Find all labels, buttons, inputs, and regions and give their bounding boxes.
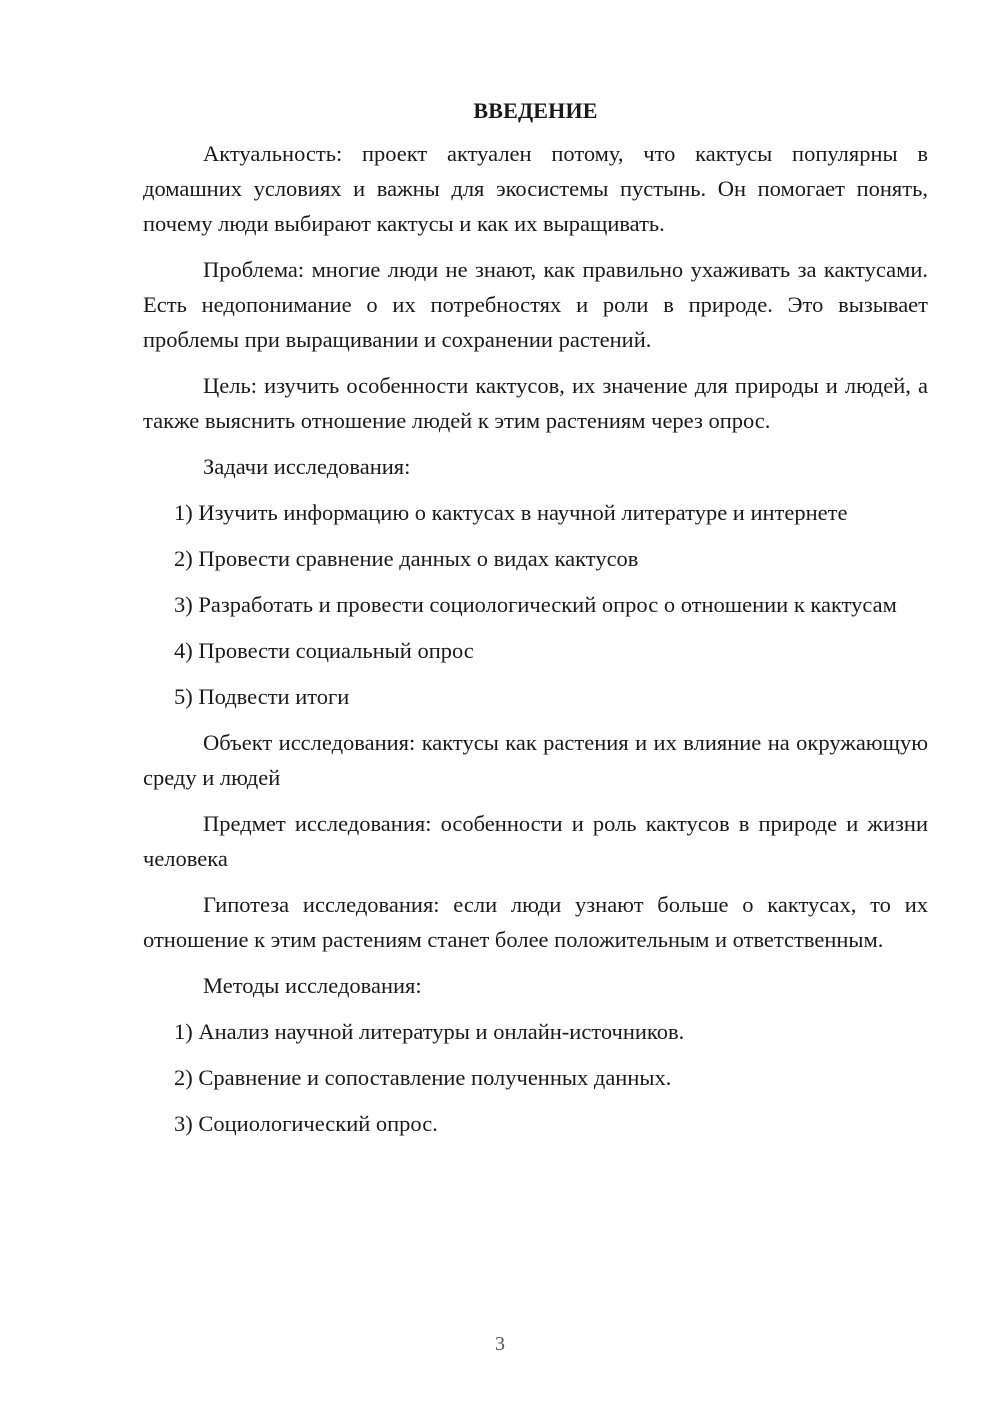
method-item: 2) Сравнение и сопоставление полученных данных. bbox=[174, 1065, 672, 1090]
object-paragraph: Объект исследования: кактусы как растения и их влияние на окружающую среду и людей bbox=[143, 730, 928, 790]
method-item: 3) Социологический опрос. bbox=[174, 1111, 438, 1136]
subject-paragraph: Предмет исследования: особенности и роль кактусов в природе и жизни человека bbox=[143, 811, 928, 871]
problem-paragraph: Проблема: многие люди не знают, как правильно ухаживать за кактусами. Есть недопонимание о их потребностях и роли в природе. Это вызывает проблемы при выращивании и сохранении растений. bbox=[143, 257, 928, 352]
task-item: 5) Подвести итоги bbox=[174, 684, 350, 709]
task-item: 1) Изучить информацию о кактусах в научной литературе и интернете bbox=[174, 500, 848, 525]
method-item: 1) Анализ научной литературы и онлайн-источников. bbox=[174, 1019, 685, 1044]
page-content bbox=[143, 93, 928, 1152]
task-item: 3) Разработать и провести социологический опрос о отношении к кактусам bbox=[174, 592, 897, 617]
task-item: 4) Провести социальный опрос bbox=[174, 638, 474, 663]
goal-paragraph: Цель: изучить особенности кактусов, их значение для природы и людей, а также выяснить отношение людей к этим растениям через опрос. bbox=[143, 373, 928, 433]
task-item: 2) Провести сравнение данных о видах кактусов bbox=[174, 546, 639, 571]
relevance-paragraph: Актуальность: проект актуален потому, что кактусы популярны в домашних условиях и важны для экосистемы пустынь. Он помогает понять, почему люди выбирают кактусы и как их выращивать. bbox=[143, 141, 928, 236]
tasks-heading: Задачи исследования: bbox=[203, 454, 411, 479]
hypothesis-paragraph: Гипотеза исследования: если люди узнают больше о кактусах, то их отношение к этим растениям станет более положительным и ответственным. bbox=[143, 892, 928, 952]
section-title: ВВЕДЕНИЕ bbox=[473, 98, 598, 123]
page-number: 3 bbox=[495, 1333, 505, 1355]
methods-heading: Методы исследования: bbox=[203, 973, 422, 998]
